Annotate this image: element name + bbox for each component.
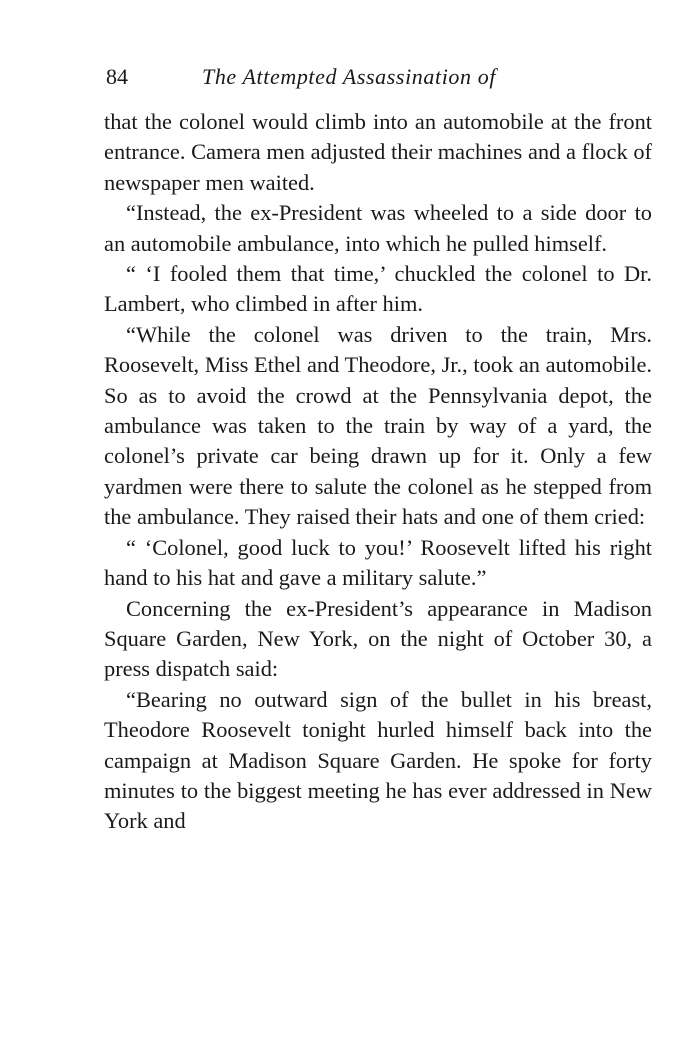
body-text [104, 107, 652, 837]
paragraph: “Bearing no outward sign of the bullet in his breast, Theodore Roosevelt tonight hurled himself back into the campaign at Madison Square Garden. He spoke for forty minutes to the biggest meeting he has ever addressed in New York and [104, 686, 652, 834]
page-number: 84 [106, 64, 128, 89]
paragraph: “Instead, the ex-President was wheeled to a side door to an automobile ambulance, into which he pulled himself. [104, 200, 652, 256]
paragraph: “ ‘Colonel, good luck to you!’ Roosevelt lifted his right hand to his hat and gave a military salute.” [104, 534, 652, 591]
paragraph-continuation: that the colonel would climb into an automobile at the front entrance. Camera men adjusted their machines and a flock of newspaper men waited. [104, 109, 652, 195]
paragraph: Concerning the ex-President’s appearance in Madison Square Garden, New York, on the night of October 30, a press dispatch said: [104, 595, 652, 682]
running-title: The Attempted Assassination of [202, 64, 497, 89]
page-header [106, 60, 652, 94]
paragraph: “ ‘I fooled them that time,’ chuckled the colonel to Dr. Lambert, who climbed in after him. [104, 261, 652, 317]
paragraph: “While the colonel was driven to the train, Mrs. Roosevelt, Miss Ethel and Theodore, Jr., took an automobile. So as to avoid the crowd at the Pennsylvania depot, the ambulance was taken to the train by way of a yard, the colonel’s private car being drawn up for it. Only a few yardmen were there to salute the colonel as he stepped from the ambulance. They raised their hats and one of them cried: [104, 321, 652, 530]
